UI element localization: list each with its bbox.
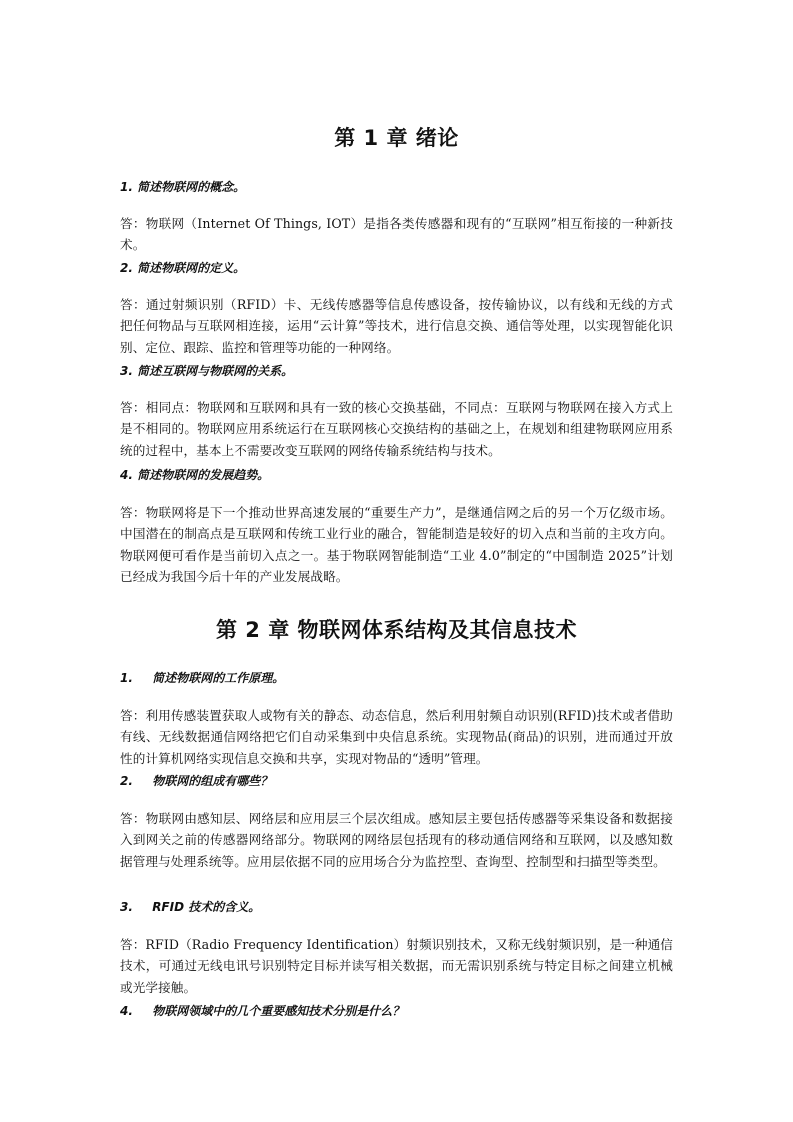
chapter-2-title: 第 2 章 物联网体系结构及其信息技术 — [215, 618, 578, 642]
question-text: RFID 技术的含义。 — [152, 900, 261, 914]
chapter-2-question-4 — [120, 1002, 680, 1019]
question-text: 物联网领域中的几个重要感知技术分别是什么？ — [152, 1004, 405, 1018]
question-number: 4. — [120, 468, 133, 482]
chapter-1-question-3 — [120, 362, 680, 379]
chapter-2-answer-3: 答：RFID（Radio Frequency Identification）射频识别技术，又称无线射频识别，是一种通信技术，可通过无线电讯号识别特定目标并读写相关数据，而无需识别系统与特定目标之间建立机械或光学接触。 — [120, 937, 673, 995]
chapter-2-answer-1: 答：利用传感装置获取人或物有关的静态、动态信息，然后利用射频自动识别(RFID)技术或者借助有线、无线数据通信网络把它们自动采集到中央信息系统。实现物品(商品)的识别，进而通过开放性的计算机网络实现信息交换和共享，实现对物品的“透明”管理。 — [120, 708, 673, 766]
question-number: 2. — [120, 261, 133, 275]
chapter-1-question-2 — [120, 259, 680, 276]
chapter-1-answer-2: 答：通过射频识别（RFID）卡、无线传感器等信息传感设备，按传输协议，以有线和无线的方式把任何物品与互联网相连接，运用“云计算”等技术，进行信息交换、通信等处理，以实现智能化识别、定位、跟踪、监控和管理等功能的一种网络。 — [120, 297, 673, 355]
question-text: 简述物联网的工作原理。 — [152, 671, 285, 685]
question-number: 2. — [120, 774, 133, 788]
question-number: 4. — [120, 1004, 133, 1018]
question-text: 简述物联网的概念。 — [137, 180, 246, 194]
question-number: 3. — [120, 364, 133, 378]
chapter-1-answer-1: 答：物联网（Internet Of Things, IOT）是指各类传感器和现有的“互联网”相互衔接的一种新技术。 — [120, 216, 673, 253]
question-text: 物联网的组成有哪些？ — [152, 774, 273, 788]
chapter-1-question-1 — [120, 178, 680, 195]
question-number: 1. — [120, 180, 133, 194]
chapter-1-answer-3: 答：相同点：物联网和互联网和具有一致的核心交换基础，不同点：互联网与物联网在接入方式上是不相同的。物联网应用系统运行在互联网核心交换结构的基础之上，在规划和组建物联网应用系统的过程中，基本上不需要改变互联网的网络传输系统结构与技术。 — [120, 400, 673, 458]
chapter-1-title: 第 1 章 绪论 — [334, 126, 459, 150]
question-number: 1. — [120, 671, 133, 685]
chapter-2-answer-2: 答：物联网由感知层、网络层和应用层三个层次组成。感知层主要包括传感器等采集设备和数据接入到网关之前的传感器网络部分。物联网的网络层包括现有的移动通信网络和互联网，以及感知数据管理与处理系统等。应用层依据不同的应用场合分为监控型、查询型、控制型和扫描型等类型。 — [120, 811, 673, 869]
chapter-2-question-3 — [120, 898, 680, 915]
question-number: 3. — [120, 900, 133, 914]
chapter-2-question-1 — [120, 669, 680, 686]
chapter-2-question-2 — [120, 772, 680, 789]
chapter-1-question-4 — [120, 466, 680, 483]
question-text: 简述物联网的发展趋势。 — [137, 468, 270, 482]
chapter-1-answer-4: 答：物联网将是下一个推动世界高速发展的“重要生产力”，是继通信网之后的另一个万亿级市场。中国潜在的制高点是互联网和传统工业行业的融合，智能制造是较好的切入点和当前的主攻方向。物联网便可看作是当前切入点之一。基于物联网智能制造“工业 4.0”制定的“中国制造 2025”计划已经成为我国今后十年的产业发展战略。 — [120, 505, 673, 585]
question-text: 简述物联网的定义。 — [137, 261, 246, 275]
question-text: 简述互联网与物联网的关系。 — [137, 364, 294, 378]
